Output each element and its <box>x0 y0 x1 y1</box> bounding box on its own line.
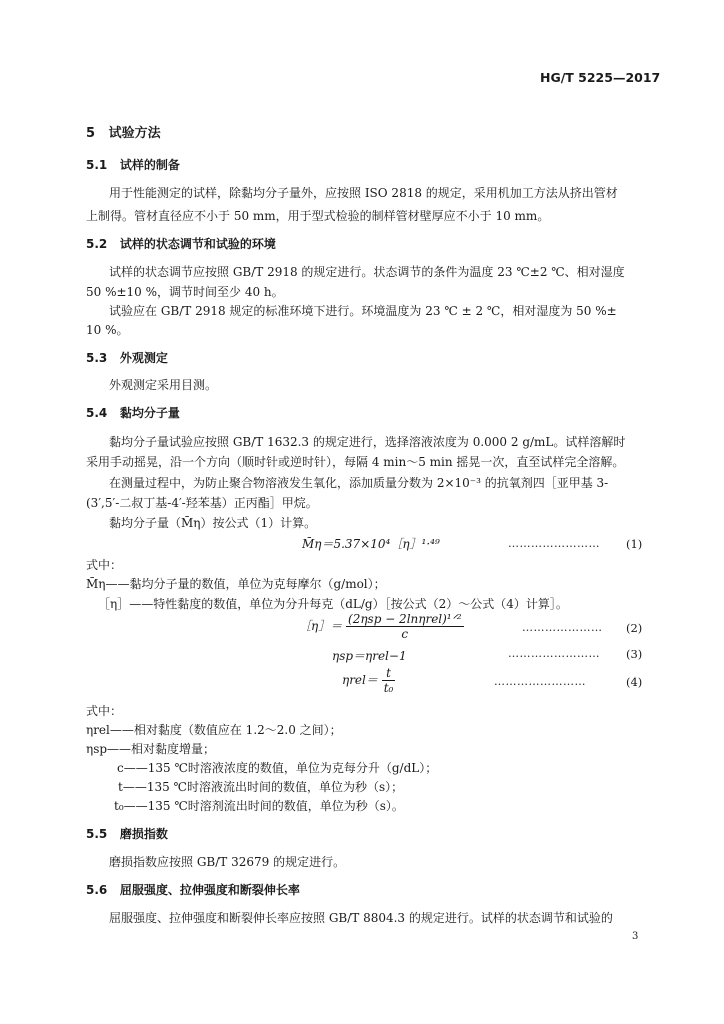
equation-3: ηsp＝ηrel−1 <box>332 649 407 663</box>
fraction-denominator: c <box>401 627 409 641</box>
page-number: 3 <box>632 931 639 942</box>
equation-lhs: ［η］＝ <box>299 619 343 633</box>
section-number: 5.4 <box>86 406 108 420</box>
paragraph-line: 上制得。管材直径应不小于 50 mm，用于型式检验的制样管材壁厚应不小于 10 mm。 <box>86 209 550 223</box>
definition-line: ［η］——特性黏度的数值，单位为分升每克（dL/g）［按公式（2）～公式（4）计算］。 <box>98 597 568 611</box>
section-5-heading <box>86 122 161 141</box>
fraction-denominator: t₀ <box>383 681 394 695</box>
definition-line: ηrel——相对黏度（数值应在 1.2～2.0 之间）； <box>86 723 342 737</box>
equation-number: (4) <box>626 675 643 689</box>
equation-2 <box>299 612 464 641</box>
paragraph-line: 外观测定采用目测。 <box>109 378 218 392</box>
equation-leader: …………………… <box>494 675 586 688</box>
paragraph-line: 黏均分子量试验应按照 GB/T 1632.3 的规定进行，选择溶液浓度为 0.000 2 g/mL。试样溶解时 <box>109 435 626 449</box>
standard-code: HG/T 5225—2017 <box>540 70 661 85</box>
section-title: 黏均分子量 <box>119 406 180 420</box>
where-label: 式中： <box>86 704 123 718</box>
equation-leader: …………………… <box>508 647 600 660</box>
paragraph-line: 10 %。 <box>86 323 129 337</box>
section-5-6-heading <box>86 881 300 898</box>
section-number: 5.6 <box>86 883 108 897</box>
section-5-1-heading <box>86 156 180 173</box>
section-number: 5 <box>86 126 96 141</box>
definition-line: t₀——135 ℃时溶剂流出时间的数值，单位为秒（s）。 <box>114 799 404 813</box>
paragraph-line: 50 %±10 %，调节时间至少 40 h。 <box>86 285 284 299</box>
equation-number: (3) <box>626 647 643 661</box>
paragraph-line: 采用手动摇晃，沿一个方向（顺时针或逆时针），每隔 4 min～5 min 摇晃一次，直至试样完全溶解。 <box>86 455 625 469</box>
where-label: 式中： <box>86 558 123 572</box>
definition-line: t——135 ℃时溶液流出时间的数值，单位为秒（s）； <box>118 780 404 794</box>
equation-leader: ………………… <box>522 621 603 634</box>
section-5-2-heading <box>86 235 276 252</box>
section-title: 磨损指数 <box>119 827 168 841</box>
paragraph-line: 在测量过程中，为防止聚合物溶液发生氧化，添加质量分数为 2×10⁻³ 的抗氧剂四［亚甲基 3- <box>109 476 609 490</box>
section-5-3-heading <box>86 349 168 366</box>
fraction-numerator: (2ηsp − 2lnηrel)¹ᐟ² <box>348 612 462 626</box>
section-5-4-heading <box>86 404 180 421</box>
section-title: 屈服强度、拉伸强度和断裂伸长率 <box>119 883 300 897</box>
equation-number: (2) <box>626 621 643 635</box>
section-title: 试验方法 <box>108 126 161 141</box>
paragraph-line: 用于性能测定的试样，除黏均分子量外，应按照 ISO 2818 的规定，采用机加工方法从挤出管材 <box>109 186 618 200</box>
definition-line: c——135 ℃时溶液浓度的数值，单位为克每分升（g/dL）； <box>117 761 438 775</box>
paragraph-line: (3′,5′-二叔丁基-4′-羟苯基）正丙酯］甲烷。 <box>86 496 318 510</box>
section-number: 5.5 <box>86 827 108 841</box>
paragraph-line: 试验应在 GB/T 2918 规定的标准环境下进行。环境温度为 23 ℃ ± 2 ℃，相对湿度为 50 %± <box>109 304 617 318</box>
definition-line: M̄η——黏均分子量的数值，单位为克每摩尔（g/mol）； <box>86 577 386 591</box>
section-title: 试样的状态调节和试验的环境 <box>119 237 276 251</box>
equation-leader: …………………… <box>508 537 600 550</box>
equation-1: M̄η＝5.37×10⁴［η］¹·⁴⁹ <box>302 537 440 551</box>
paragraph-line: 黏均分子量（M̄η）按公式（1）计算。 <box>109 516 317 530</box>
paragraph-line: 磨损指数应按照 GB/T 32679 的规定进行。 <box>109 855 346 869</box>
equation-lhs: ηrel＝ <box>342 673 378 687</box>
paragraph-line: 试样的状态调节应按照 GB/T 2918 的规定进行。状态调节的条件为温度 23 ℃±2 ℃、相对湿度 <box>109 265 625 279</box>
equation-number: (1) <box>626 537 643 551</box>
section-title: 试样的制备 <box>119 158 180 172</box>
section-5-5-heading <box>86 825 168 842</box>
equation-4 <box>342 666 395 695</box>
fraction <box>382 666 396 695</box>
section-number: 5.1 <box>86 158 108 172</box>
section-number: 5.3 <box>86 351 108 365</box>
definition-line: ηsp——相对黏度增量； <box>86 742 216 756</box>
section-title: 外观测定 <box>119 351 168 365</box>
fraction <box>346 612 463 641</box>
paragraph-line: 屈服强度、拉伸强度和断裂伸长率应按照 GB/T 8804.3 的规定进行。试样的状态调节和试验的 <box>109 911 613 925</box>
fraction-numerator: t <box>382 666 396 681</box>
section-number: 5.2 <box>86 237 108 251</box>
